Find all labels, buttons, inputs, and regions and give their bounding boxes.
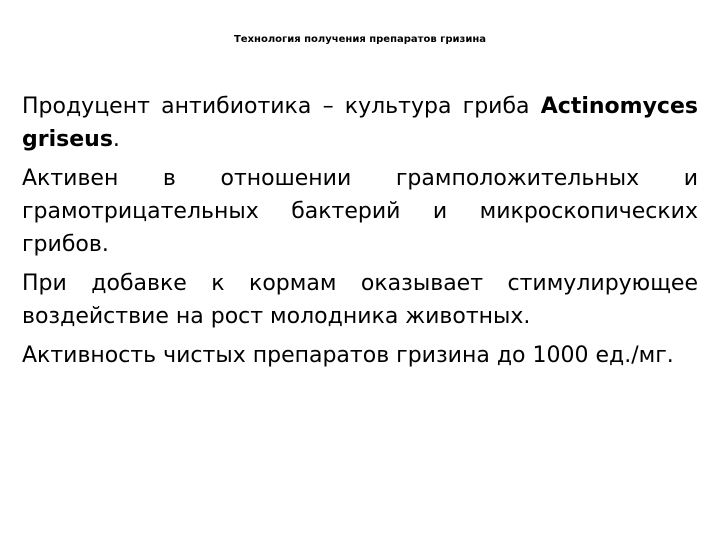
producer-period: .	[112, 127, 120, 152]
species-name: Actinomyces griseus	[22, 94, 698, 152]
paragraph-activity: Активен в отношении грамположительных и грамотрицательных бактерий и микроскопических грибов.	[22, 166, 698, 257]
producer-text: Продуцент антибиотика – культура гриба	[22, 94, 541, 119]
paragraph-potency: Активность чистых препаратов гризина до 1000 ед./мг.	[22, 343, 674, 368]
paragraph-producer	[22, 90, 698, 156]
slide-body	[22, 90, 698, 378]
slide-title: Технология получения препаратов гризина	[233, 34, 486, 45]
paragraph-feed-effect: При добавке к кормам оказывает стимулирующее воздействие на рост молодника животных.	[22, 271, 698, 329]
